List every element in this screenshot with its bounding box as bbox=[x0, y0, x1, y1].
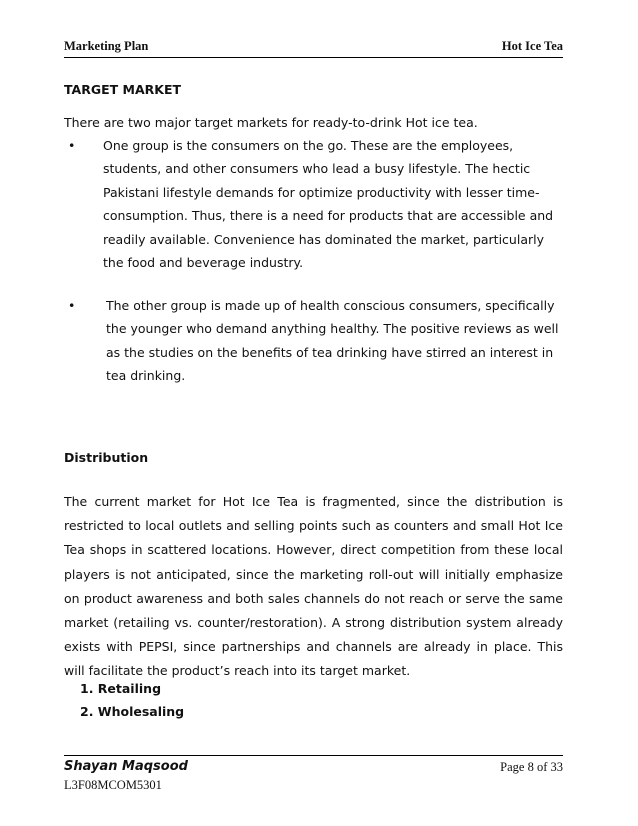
bullet-dot-2: • bbox=[68, 298, 76, 313]
target-market-heading: TARGET MARKET bbox=[64, 82, 182, 97]
distribution-heading: Distribution bbox=[64, 450, 149, 465]
target-intro: There are two major target markets for ready-to-drink Hot ice tea. bbox=[64, 115, 478, 130]
footer-rule bbox=[64, 755, 563, 756]
header-title-left: Marketing Plan bbox=[64, 39, 149, 53]
bullet-text-1: One group is the consumers on the go. These are the employees, students, and other consumers who lead a busy lifestyle. The hectic Pakistani lifestyle demands for optimize productivity with lesser time-consumption. Thus, there is a need for products that are accessible and readily available. Convenience has dominated the market, particularly the food and beverage industry. bbox=[103, 138, 554, 271]
header-title-right: Hot Ice Tea bbox=[501, 39, 563, 53]
footer-author: Shayan Maqsood bbox=[64, 759, 188, 774]
footer-student-id: L3F08MCOM5301 bbox=[64, 778, 162, 792]
list-item-wholesaling: 2. Wholesaling bbox=[80, 704, 185, 719]
bullet-dot-1: • bbox=[68, 138, 76, 153]
bullet-text-2: The other group is made up of health conscious consumers, specifically the younger who demand anything healthy. The positive reviews as well as the studies on the benefits of tea drinking have stirred an interest in tea drinking. bbox=[106, 298, 559, 384]
page-header bbox=[64, 37, 563, 58]
footer-page-number: Page 8 of 33 bbox=[500, 760, 563, 774]
list-item-retailing: 1. Retailing bbox=[80, 681, 162, 696]
distribution-paragraph: The current market for Hot Ice Tea is fragmented, since the distribution is restricted to local outlets and selling points such as counters and small Hot Ice Tea shops in scattered locations. However, direct competition from these local players is not anticipated, since the marketing roll-out will initially emphasize on product awareness and both sales channels do not reach or serve the same market (retailing vs. counter/restoration). A strong distribution system already exists with PEPSI, since partnerships and channels are already in place. This will facilitate the product’s reach into its target market. bbox=[64, 494, 563, 679]
